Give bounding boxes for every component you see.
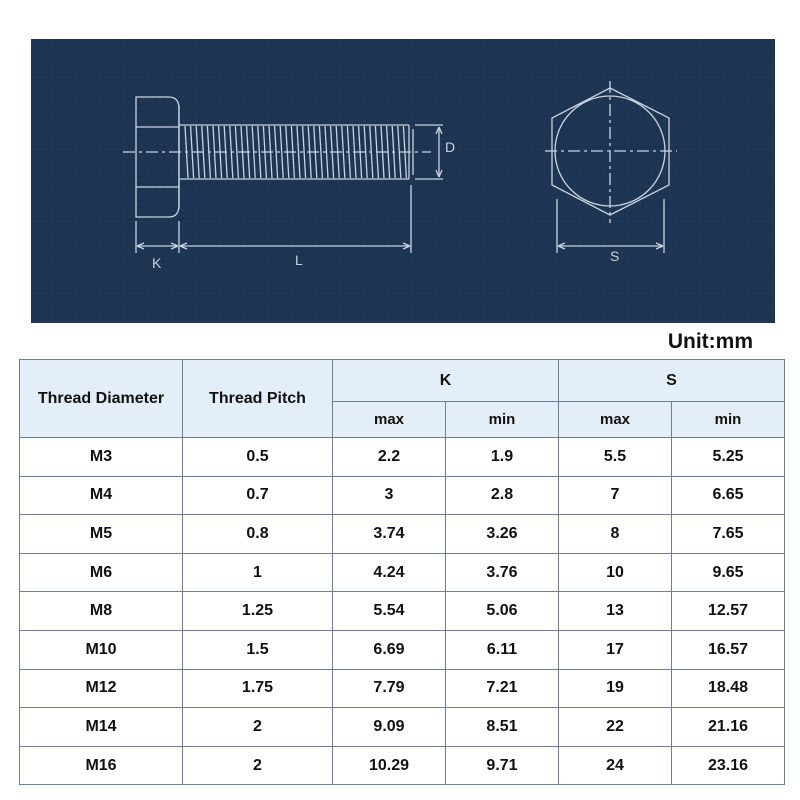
cell-s-min: 9.65 (672, 553, 785, 592)
cell-thread-diameter: M8 (20, 592, 183, 631)
header-thread-pitch: Thread Pitch (183, 360, 333, 438)
table-row (20, 476, 785, 515)
cell-k-max: 4.24 (333, 553, 446, 592)
header-k: K (333, 360, 559, 402)
cell-k-max: 7.79 (333, 669, 446, 708)
dimension-table (19, 359, 785, 785)
bolt-drawing-svg (31, 39, 775, 323)
table-row (20, 746, 785, 785)
cell-s-max: 19 (559, 669, 672, 708)
bolt-head-side (136, 97, 179, 217)
cell-s-max: 17 (559, 630, 672, 669)
unit-label: Unit:mm (667, 330, 753, 353)
header-k-max: max (333, 402, 446, 438)
cell-s-max: 24 (559, 746, 672, 785)
thread-line (297, 126, 300, 178)
cell-thread-diameter: M16 (20, 746, 183, 785)
cell-s-min: 5.25 (672, 438, 785, 477)
thread-line (235, 126, 238, 178)
cell-s-min: 16.57 (672, 630, 785, 669)
cell-thread-diameter: M4 (20, 476, 183, 515)
cell-s-min: 6.65 (672, 476, 785, 515)
cell-s-min: 7.65 (672, 515, 785, 554)
cell-k-min: 3.26 (446, 515, 559, 554)
cell-s-max: 22 (559, 708, 672, 747)
cell-s-max: 8 (559, 515, 672, 554)
cell-k-min: 9.71 (446, 746, 559, 785)
cell-thread-diameter: M5 (20, 515, 183, 554)
cell-k-min: 7.21 (446, 669, 559, 708)
cell-thread-pitch: 0.7 (183, 476, 333, 515)
cell-thread-pitch: 0.8 (183, 515, 333, 554)
cell-thread-pitch: 1.25 (183, 592, 333, 631)
d-label: D (445, 139, 456, 155)
cell-s-max: 7 (559, 476, 672, 515)
cell-thread-diameter: M10 (20, 630, 183, 669)
cell-k-max: 3.74 (333, 515, 446, 554)
header-s: S (559, 360, 785, 402)
cell-thread-diameter: M12 (20, 669, 183, 708)
cell-thread-pitch: 2 (183, 746, 333, 785)
table-row (20, 553, 785, 592)
cell-thread-diameter: M14 (20, 708, 183, 747)
cell-k-max: 3 (333, 476, 446, 515)
header-s-min: min (672, 402, 785, 438)
l-label: L (295, 252, 303, 268)
header-s-max: max (559, 402, 672, 438)
cell-k-min: 8.51 (446, 708, 559, 747)
thread-line (258, 126, 261, 178)
thread-line (342, 126, 345, 178)
table-row (20, 438, 785, 477)
header-k-min: min (446, 402, 559, 438)
hex-head-end-view (545, 81, 677, 223)
cell-thread-pitch: 2 (183, 708, 333, 747)
k-label: K (152, 255, 162, 271)
cell-k-max: 2.2 (333, 438, 446, 477)
cell-thread-pitch: 1.75 (183, 669, 333, 708)
cell-s-min: 21.16 (672, 708, 785, 747)
cell-thread-diameter: M6 (20, 553, 183, 592)
cell-s-max: 13 (559, 592, 672, 631)
bolt-technical-drawing (31, 39, 775, 323)
cell-s-min: 18.48 (672, 669, 785, 708)
cell-k-min: 2.8 (446, 476, 559, 515)
cell-s-min: 12.57 (672, 592, 785, 631)
table-row (20, 669, 785, 708)
cell-thread-pitch: 0.5 (183, 438, 333, 477)
cell-thread-pitch: 1.5 (183, 630, 333, 669)
cell-s-max: 5.5 (559, 438, 672, 477)
thread-line (303, 126, 306, 178)
thread-line (319, 126, 322, 178)
cell-s-min: 23.16 (672, 746, 785, 785)
cell-k-min: 3.76 (446, 553, 559, 592)
cell-k-min: 6.11 (446, 630, 559, 669)
cell-k-min: 1.9 (446, 438, 559, 477)
cell-k-max: 6.69 (333, 630, 446, 669)
table-row (20, 708, 785, 747)
thread-line (280, 126, 283, 178)
s-label: S (610, 248, 620, 264)
cell-k-max: 10.29 (333, 746, 446, 785)
table-row (20, 630, 785, 669)
cell-k-max: 9.09 (333, 708, 446, 747)
k-l-dimension (136, 185, 411, 253)
cell-thread-diameter: M3 (20, 438, 183, 477)
cell-k-max: 5.54 (333, 592, 446, 631)
cell-k-min: 5.06 (446, 592, 559, 631)
table-row (20, 515, 785, 554)
header-thread-diameter: Thread Diameter (20, 360, 183, 438)
cell-thread-pitch: 1 (183, 553, 333, 592)
table-row (20, 592, 785, 631)
cell-s-max: 10 (559, 553, 672, 592)
